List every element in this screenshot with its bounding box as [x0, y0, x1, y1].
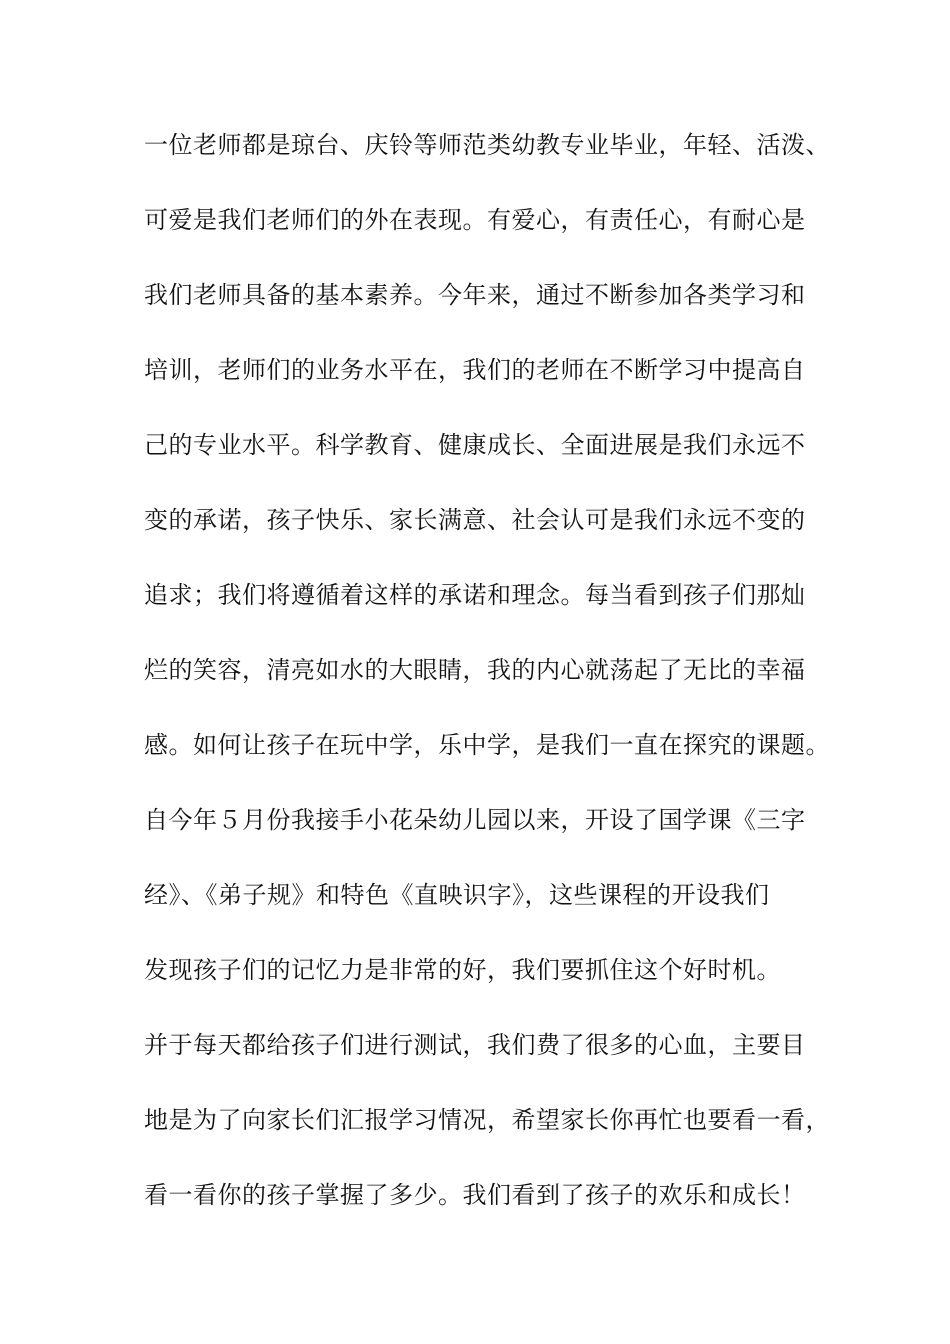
text-line: 并于每天都给孩子们进行测试，我们费了很多的心血，主要目 — [144, 1031, 806, 1059]
text-line: 培训，老师们的业务水平在，我们的老师在不断学习中提高自 — [144, 356, 806, 384]
text-line: 地是为了向家长们汇报学习情况，希望家长你再忙也要看一看， — [144, 1106, 830, 1134]
text-line: 发现孩子们的记忆力是非常的好，我们要抓住这个好时机。 — [144, 956, 781, 984]
text-line: 感。如何让孩子在玩中学，乐中学，是我们一直在探究的课题。 — [144, 731, 830, 759]
text-line: 自今年５月份我接手小花朵幼儿园以来，开设了国学课《三字 — [144, 806, 806, 834]
text-line: 追求；我们将遵循着这样的承诺和理念。每当看到孩子们那灿 — [144, 581, 806, 609]
text-line: 我们老师具备的基本素养。今年来，通过不断参加各类学习和 — [144, 281, 806, 309]
text-line: 看一看你的孩子掌握了多少。我们看到了孩子的欢乐和成长！ — [144, 1181, 806, 1209]
text-line: 经》、《弟子规》和特色《直映识字》，这些课程的开设我们 — [144, 881, 770, 909]
text-line: 烂的笑容，清亮如水的大眼睛，我的内心就荡起了无比的幸福 — [144, 656, 806, 684]
body-text — [144, 128, 844, 1253]
text-line: 可爱是我们老师们的外在表现。有爱心，有责任心，有耐心是 — [144, 206, 806, 234]
text-line: 一位老师都是琼台、庆铃等师范类幼教专业毕业，年轻、活泼、 — [144, 131, 830, 159]
text-line: 变的承诺，孩子快乐、家长满意、社会认可是我们永远不变的 — [144, 506, 806, 534]
text-line: 己的专业水平。科学教育、健康成长、全面进展是我们永远不 — [144, 431, 806, 459]
